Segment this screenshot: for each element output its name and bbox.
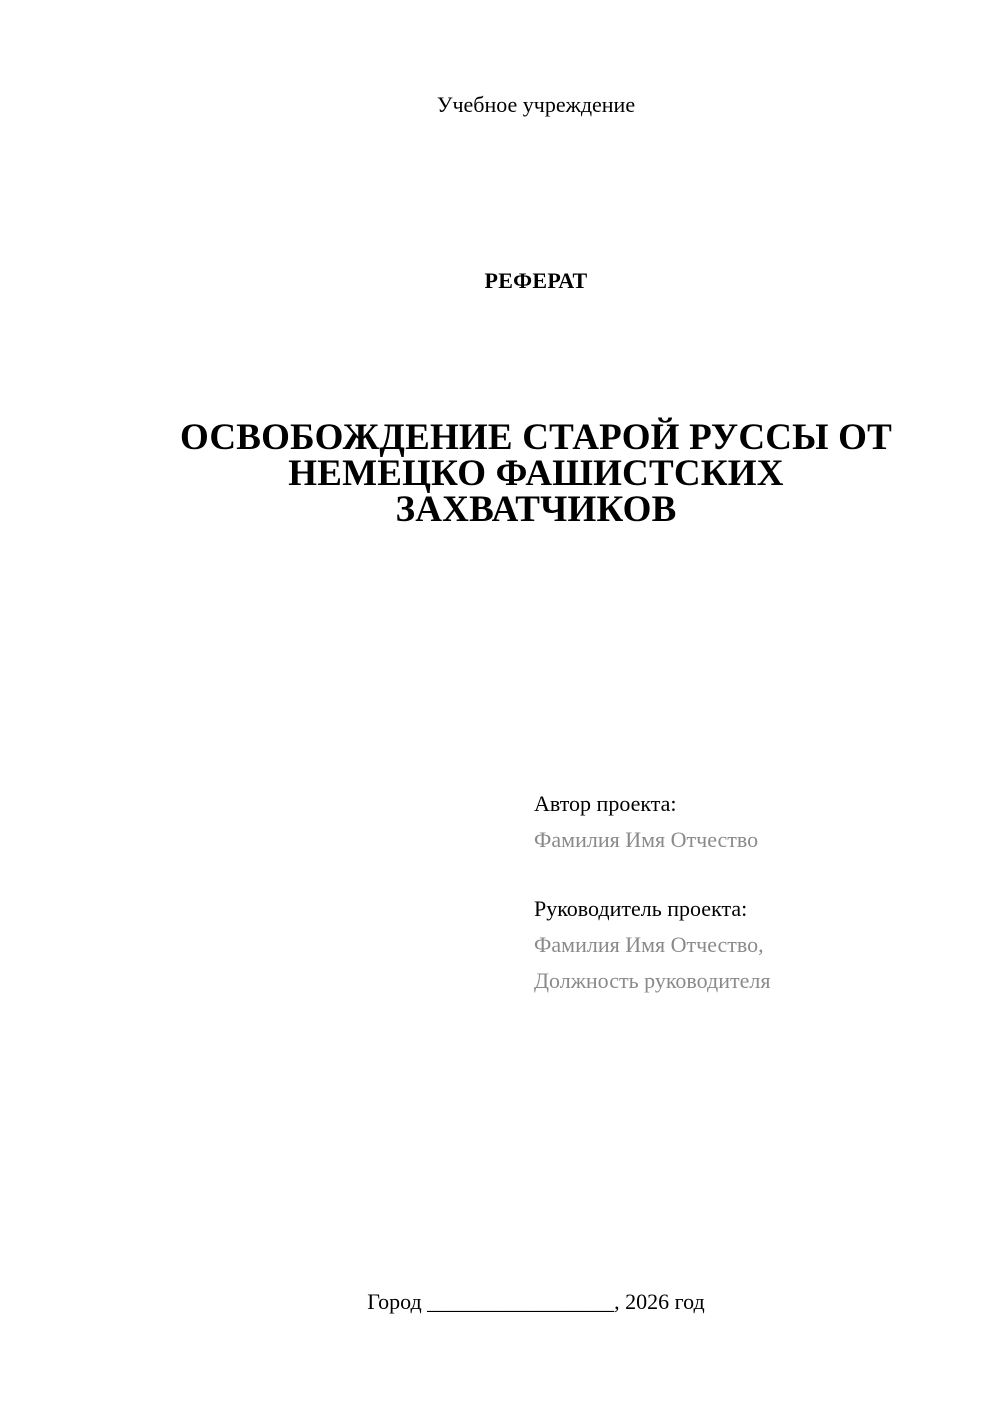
project-people [534,786,974,999]
document-title [100,417,972,530]
institution-name: Учебное учреждение [436,92,636,117]
document-type: РЕФЕРАТ [484,268,588,293]
title-line: ЗАХВАТЧИКОВ [395,489,677,530]
title-line: НЕМЕЦКО ФАШИСТСКИХ [288,453,784,494]
title-line: ОСВОБОЖДЕНИЕ СТАРОЙ РУССЫ ОТ [179,417,893,458]
author-name: Фамилия Имя Отчество [534,827,759,852]
supervisor-name: Фамилия Имя Отчество, [534,932,764,957]
city-year-line: Город _________________, 2026 год [367,1289,705,1314]
author-label: Автор проекта: [534,791,677,816]
supervisor-position: Должность руководителя [534,968,771,993]
supervisor-label: Руководитель проекта: [534,896,748,921]
